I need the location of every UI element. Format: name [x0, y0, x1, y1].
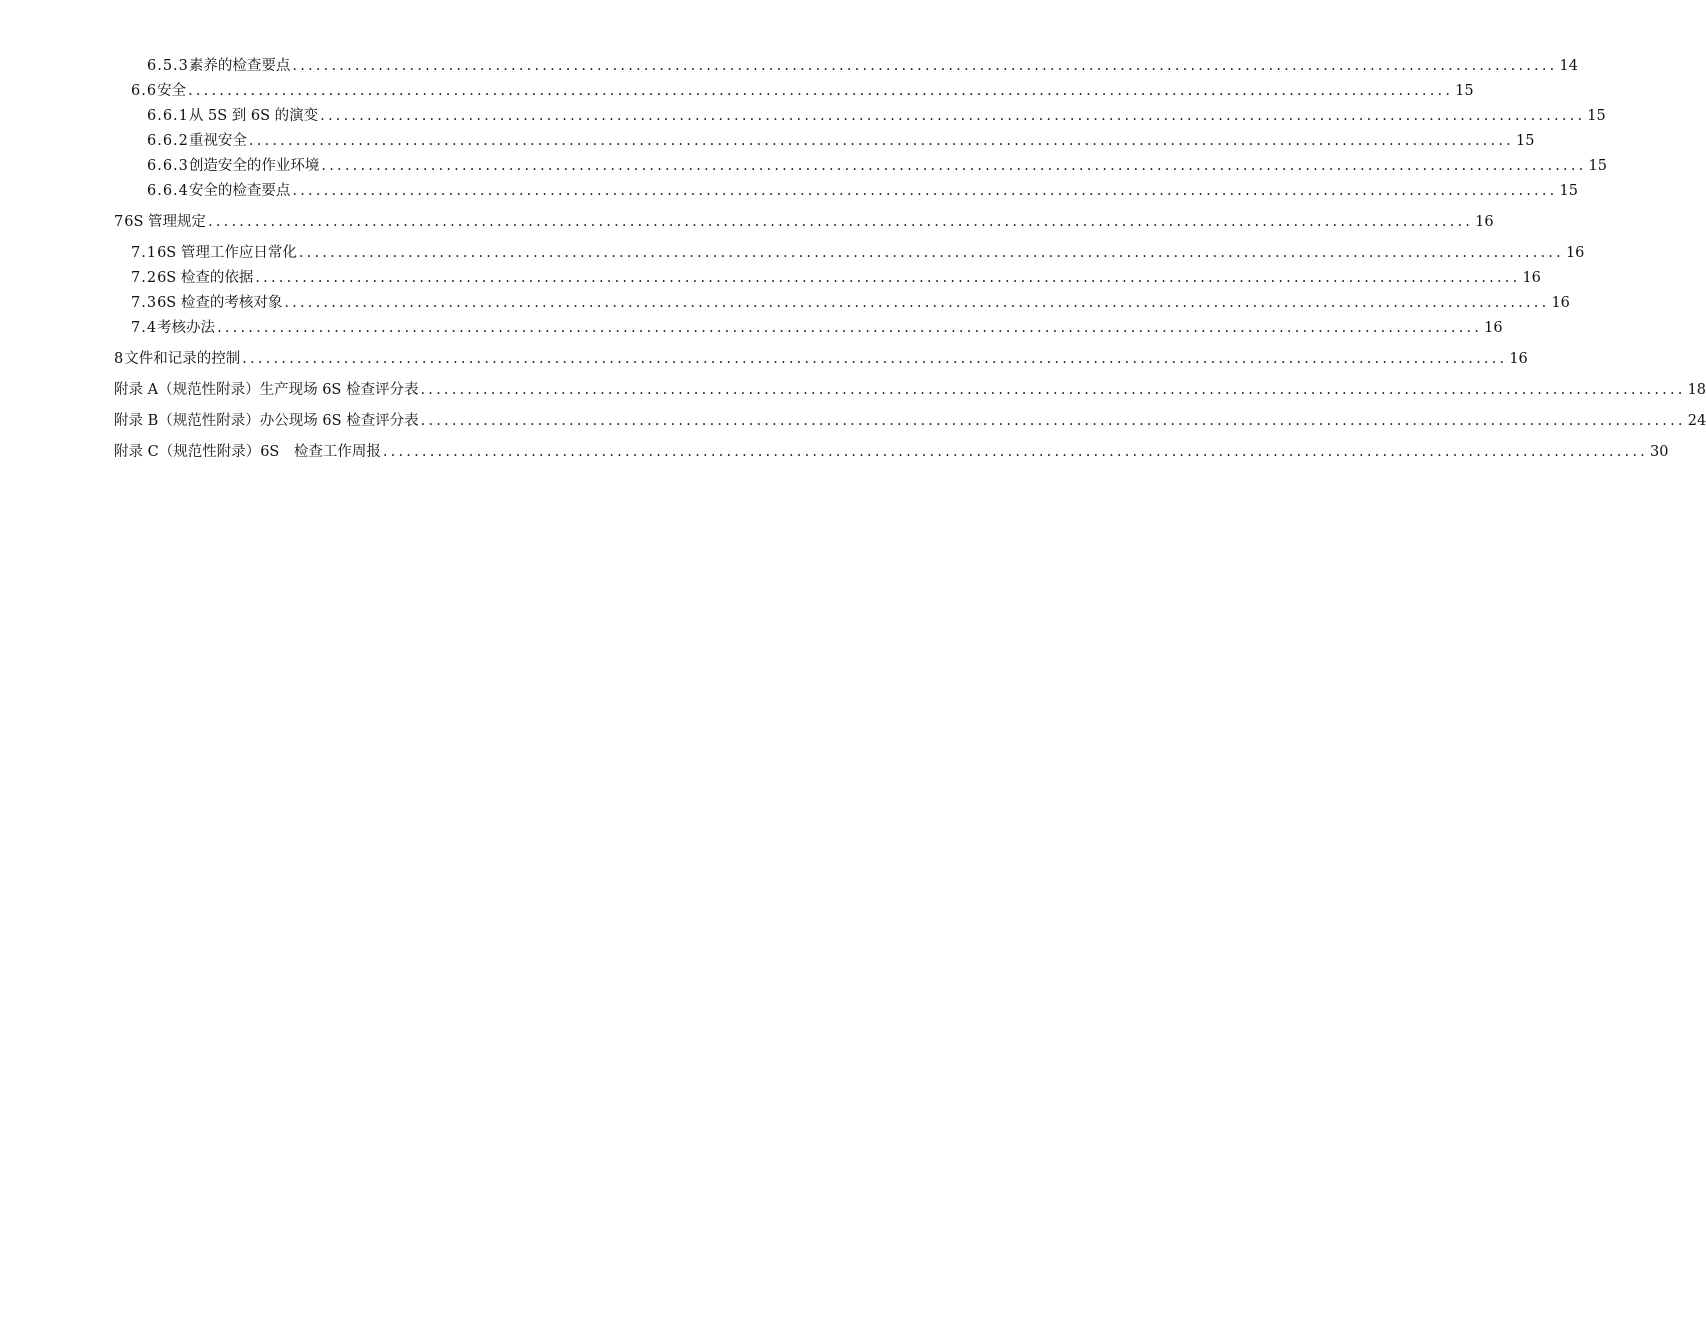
toc-entry[interactable] [147, 156, 1607, 176]
toc-entry-page: 16 [1484, 320, 1503, 336]
toc-entry-title: 安全的检查要点 [188, 183, 291, 199]
toc-entry-number: 附录 B（规范性附录） [114, 413, 260, 429]
toc-entry-number: 7.1 [131, 245, 158, 261]
toc-entry-title: 安全 [157, 83, 187, 99]
toc-entry[interactable] [131, 268, 1541, 288]
toc-entry[interactable] [147, 131, 1535, 151]
toc-entry[interactable] [114, 349, 1528, 369]
toc-entry[interactable] [131, 81, 1474, 101]
toc-entry-number: 7.4 [131, 320, 158, 336]
toc-entry-page: 15 [1455, 83, 1474, 99]
toc-entry-number: 6.6.4 [147, 183, 189, 199]
toc-entry-page: 30 [1649, 444, 1669, 460]
toc-entry-page: 15 [1587, 108, 1606, 124]
toc-entry-number: 6.6.2 [147, 133, 189, 149]
toc-entry-page: 15 [1559, 183, 1578, 199]
toc-entry-number: 附录 C（规范性附录） [114, 444, 261, 460]
toc-entry-title: 6S 检查的考核对象 [157, 295, 283, 311]
toc-entry[interactable] [147, 181, 1578, 201]
toc-entry-title: 文件和记录的控制 [124, 351, 241, 367]
toc-entry-page: 15 [1516, 133, 1535, 149]
toc-entry-title: 6S 检查工作周报 [260, 444, 381, 460]
toc-entry[interactable] [131, 243, 1585, 263]
toc-leader-dots: .................................................................................................................................................................. [420, 382, 1686, 398]
toc-entry-number: 附录 A（规范性附录） [114, 382, 260, 398]
toc-entry-number: 6.6 [131, 83, 158, 99]
toc-entry-page: 14 [1559, 58, 1578, 74]
toc-entry-title: 考核办法 [157, 320, 216, 336]
toc-entry-number: 8 [114, 351, 125, 367]
toc-entry-page: 16 [1509, 351, 1528, 367]
toc-entry-page: 16 [1475, 214, 1494, 230]
toc-leader-dots: .................................................................................................................................................................. [255, 270, 1521, 286]
toc-entry-page: 16 [1522, 270, 1541, 286]
toc-leader-dots: .................................................................................................................................................................. [292, 183, 1558, 199]
toc-entry-title: 6S 管理工作应日常化 [157, 245, 297, 261]
toc-leader-dots: .................................................................................................................................................................. [320, 108, 1586, 124]
toc-entry-number: 6.6.1 [147, 108, 189, 124]
toc-leader-dots: .................................................................................................................................................................. [298, 245, 1564, 261]
toc-entry-number: 7 [114, 214, 125, 230]
toc-entry-title: 素养的检查要点 [188, 58, 291, 74]
toc-leader-dots: .................................................................................................................................................................. [284, 295, 1550, 311]
toc-entry[interactable] [131, 318, 1503, 338]
toc-entry-page: 24 [1687, 413, 1706, 429]
toc-entry-title: 从 5S 到 6S 的演变 [188, 108, 319, 124]
toc-entry-number: 6.5.3 [147, 58, 189, 74]
toc-entry-number: 7.2 [131, 270, 158, 286]
toc-entry-page: 18 [1687, 382, 1706, 398]
toc-leader-dots: .................................................................................................................................................................. [292, 58, 1558, 74]
toc-leader-dots: .................................................................................................................................................................. [217, 320, 1483, 336]
toc-leader-dots: .................................................................................................................................................................. [382, 444, 1648, 460]
toc-leader-dots: .................................................................................................................................................................. [242, 351, 1508, 367]
toc-leader-dots: .................................................................................................................................................................. [248, 133, 1514, 149]
toc-entry[interactable] [147, 56, 1578, 76]
toc-entry-title: 重视安全 [188, 133, 247, 149]
toc-leader-dots: .................................................................................................................................................................. [208, 214, 1474, 230]
toc-entry-number: 7.3 [131, 295, 158, 311]
toc-entry-page: 16 [1551, 295, 1570, 311]
toc-leader-dots: .................................................................................................................................................................. [188, 83, 1454, 99]
toc-entry[interactable] [131, 293, 1570, 313]
toc-entry-title: 创造安全的作业环境 [188, 158, 320, 174]
toc-leader-dots: .................................................................................................................................................................. [420, 413, 1686, 429]
toc-entry[interactable] [114, 212, 1494, 232]
toc-entry-page: 16 [1565, 245, 1585, 261]
toc-entry[interactable] [147, 106, 1606, 126]
toc-entry-number: 6.6.3 [147, 158, 189, 174]
toc-entry[interactable] [114, 442, 1669, 462]
toc-entry[interactable] [114, 411, 1706, 431]
toc-leader-dots: .................................................................................................................................................................. [321, 158, 1587, 174]
toc-entry-title: 6S 管理规定 [124, 214, 207, 230]
toc-entry-title: 生产现场 6S 检查评分表 [259, 382, 419, 398]
toc-entry-page: 15 [1588, 158, 1607, 174]
toc-entry-title: 办公现场 6S 检查评分表 [259, 413, 419, 429]
toc-entry[interactable] [114, 380, 1706, 400]
toc-entry-title: 6S 检查的依据 [157, 270, 254, 286]
